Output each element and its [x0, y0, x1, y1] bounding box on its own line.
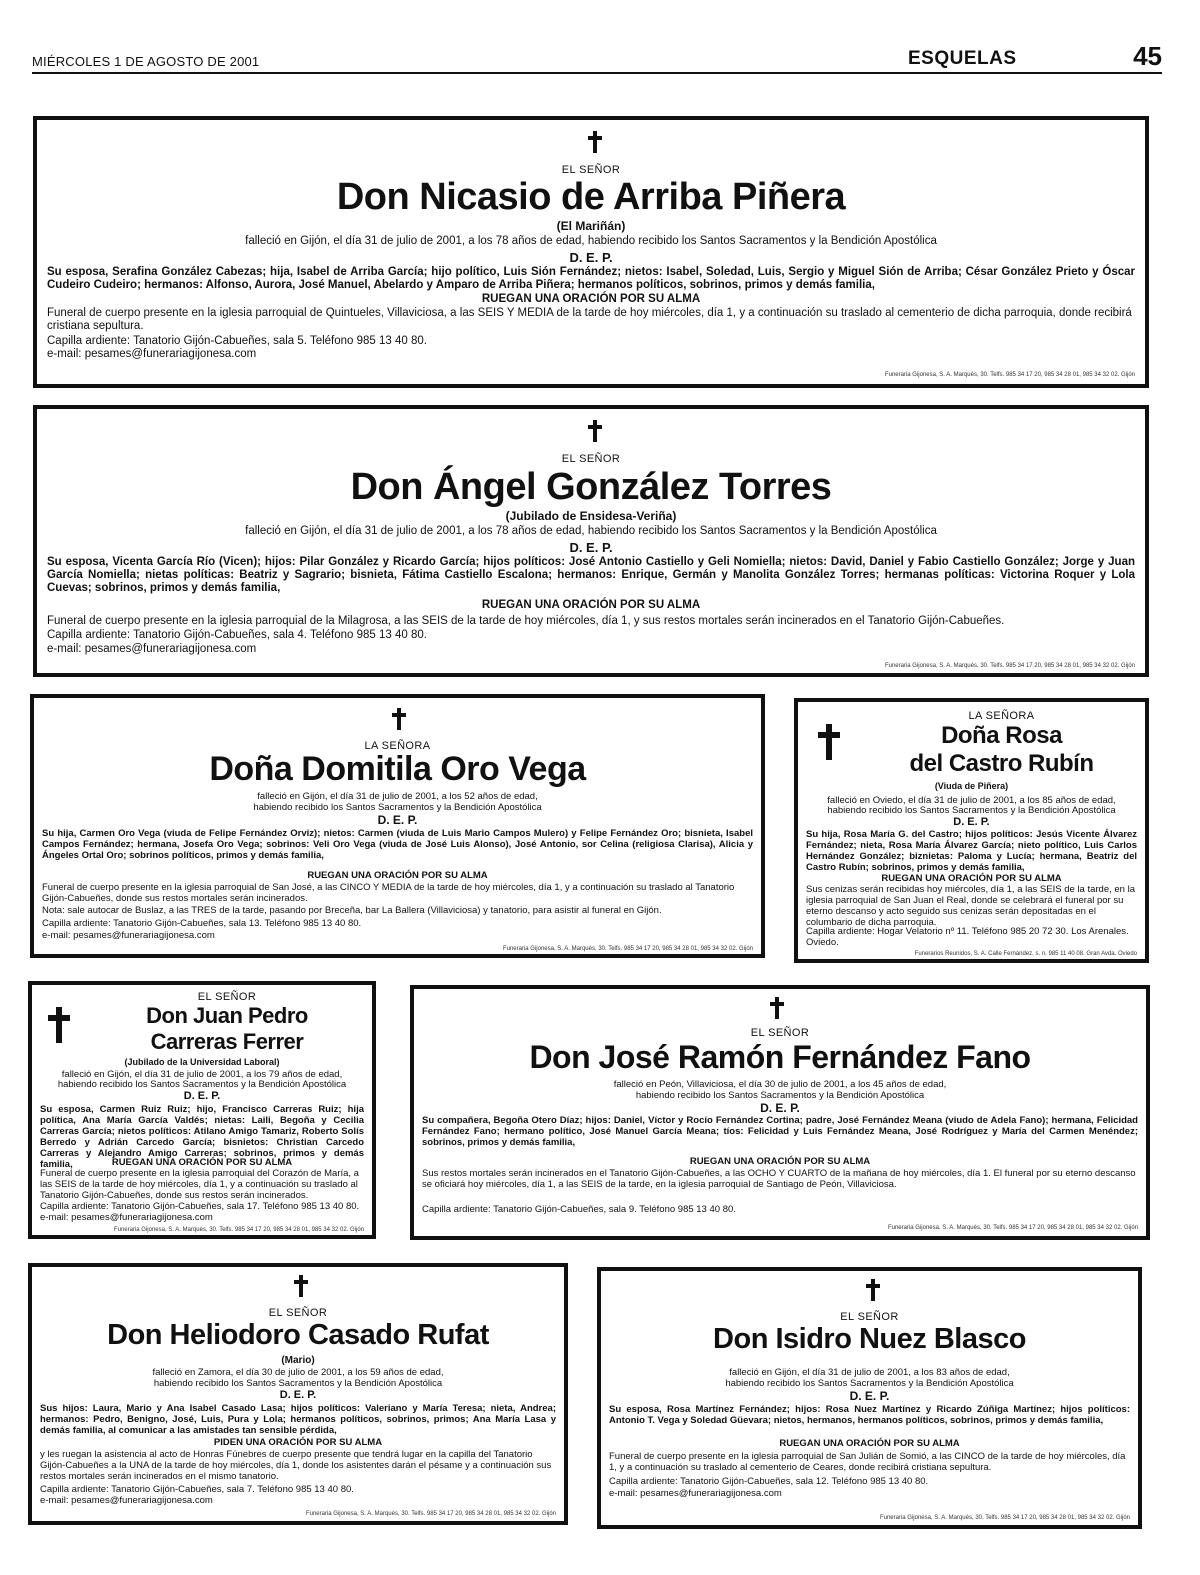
dep-text: D. E. P.	[569, 250, 613, 265]
death-line: falleció en Gijón, el día 31 de julio de 2001, a los 78 años de edad, habiendo recibido los Santos Sacramentos y la Bendición Apostólica	[245, 525, 937, 537]
death-line: falleció en Peón, Villaviciosa, el día 30 de julio de 2001, a los 45 años de edad,	[613, 1079, 947, 1090]
obituary-isidro	[597, 1267, 1142, 1529]
obituary-jose-ramon	[410, 985, 1150, 1240]
title-label: EL SEÑOR	[840, 1311, 899, 1323]
obituary-nicasio	[33, 116, 1149, 388]
deceased-name: Doña Rosa	[941, 722, 1062, 749]
death-line: falleció en Oviedo, el día 31 de julio de 2001, a los 85 años de edad,	[827, 795, 1116, 806]
note-text: Nota: sale autocar de Buslaz, a las TRES de la tarde, pasando por Breceña, bar La Ballera (Villaviciosa) y tanatorio, para asistir al funeral en Gijón.	[42, 905, 662, 916]
death-line: falleció en Gijón, el día 31 de julio de 2001, a los 83 años de edad,	[729, 1367, 1010, 1378]
cross-icon	[588, 420, 602, 442]
email-text: e-mail: pesames@funerariagijonesa.com	[47, 348, 257, 360]
header-page-number: 45	[1133, 41, 1162, 71]
relatives-text: Sus hijos: Laura, Mario y Ana Isabel Casado Lasa; hijos políticos: Valeriano y María Teresa; nieta, Andrea; hermanos: Pedro, Benigno, José, Luis, Pura y Lola; hermanos políticos, sobrinos, primos; Ana María Lasa y demás familia, al comunicar a las amistades tan sensible pérdida,	[40, 1403, 556, 1436]
footer-text: Funerarios Reunidos, S. A. Calle Fernández, s. n. 985 11 40 08. Gran Avda. Oviedo	[914, 951, 1137, 957]
deceased-name: Don Ángel González Torres	[350, 466, 832, 508]
email-text: e-mail: pesames@funerariagijonesa.com	[47, 643, 257, 655]
email-text: e-mail: pesames@funerariagijonesa.com	[40, 1212, 213, 1223]
funeral-text: Funeral de cuerpo presente en la iglesia parroquial de Quintueles, Villaviciosa, a las SEIS Y MEDIA de la tarde de hoy miércoles, día 1, y a continuación su traslado al cementerio de dicha parroquia, donde recibirá cristiana sepultura.	[47, 307, 1132, 332]
nickname: (Viuda de Piñera)	[934, 781, 1009, 791]
funeral-text: Funeral de cuerpo presente en la iglesia parroquial del Corazón de María, a las SEIS de la tarde de hoy miércoles, día 1, y a continuación su traslado al Tanatorio Gijón-Cabueñes, donde sus restos serán incinerados.	[40, 1168, 359, 1201]
death-line: falleció en Gijón, el día 31 de julio de 2001, a los 79 años de edad,	[61, 1069, 343, 1080]
deceased-name: Don Isidro Nuez Blasco	[713, 1323, 1026, 1355]
relatives-text: Su esposa, Serafina González Cabezas; hija, Isabel de Arriba García; hijo político, Luis Sión Fernández; nietos: Isabel, Soledad, Luis, Sergio y Miguel Sión de Arriba; César González Prieto y Óscar Cudeiro Cudeiro; hermanos: Alfonso, Aurora, José Manuel, Abelardo y Amparo de Arriba Piñera; hermanos políticos, sobrinos, primos y demás familia,	[47, 266, 1135, 291]
funeral-text: Sus cenizas serán recibidas hoy miércoles, día 1, a las SEIS de la tarde, en la iglesia parroquial de San Juan el Real, donde se celebrará el funeral por su eterno descanso y acto seguido sus cenizas serán depositadas en el columbario de dicha parroquia.	[806, 884, 1135, 928]
obituary-rosa	[794, 698, 1149, 963]
chapel-text: Capilla ardiente: Hogar Velatorio nº 11. Teléfono 985 20 72 30. Los Arenales. Oviedo.	[806, 926, 1129, 948]
cross-icon	[392, 708, 406, 730]
dep-text: D. E. P.	[377, 813, 418, 827]
footer-text: Funeraria Gijonesa, S. A. Marqués, 30. Telfs. 985 34 17 20, 985 34 28 01, 985 34 32 02. Gijón	[502, 946, 753, 952]
page-header	[32, 41, 1162, 74]
title-label: LA SEÑORA	[364, 740, 431, 752]
nickname: (El Mariñán)	[556, 219, 626, 233]
footer-text: Funeraria Gijonesa, S. A. Marqués, 30. Telfs. 985 34 17 20, 985 34 28 01, 985 34 32 02. Gijón	[887, 1225, 1138, 1231]
title-label: EL SEÑOR	[268, 1307, 328, 1319]
chapel-text: Capilla ardiente: Tanatorio Gijón-Cabueñes, sala 4. Teléfono 985 13 40 80.	[47, 629, 427, 641]
dep-text: D. E. P.	[569, 540, 613, 555]
footer-text: Funeraria Gijonesa, S. A. Marqués, 30. Telfs. 985 34 17 20, 985 34 28 01, 985 34 32 02. Gijón	[884, 663, 1135, 669]
cross-icon	[588, 131, 602, 153]
title-label: EL SEÑOR	[561, 164, 621, 176]
prayer-text: RUEGAN UNA ORACIÓN POR SU ALMA	[481, 293, 701, 305]
title-label: EL SEÑOR	[197, 991, 257, 1003]
cross-icon	[770, 997, 784, 1019]
funeral-text: Funeral de cuerpo presente en la iglesia parroquial de San Julián de Somió, a las CINCO de la tarde de hoy miércoles, día 1, y a continuación su traslado al cementerio de Ceares, donde recibirá cristiana sepultura.	[609, 1451, 1126, 1473]
deceased-name: Doña Domitila Oro Vega	[209, 750, 586, 788]
funeral-text: Funeral de cuerpo presente en la iglesia parroquial de San José, a las CINCO Y MEDIA de la tarde de hoy miércoles, día 1, y a continuación su traslado al Tanatorio Gijón-Cabueñes, donde sus restos mortales serán incinerados.	[42, 882, 735, 904]
obituary-heliodoro	[28, 1263, 568, 1525]
obituary-juan-pedro	[28, 981, 376, 1239]
dep-text: D. E. P.	[953, 816, 990, 828]
death-line: falleció en Zamora, el día 30 de julio de 2001, a los 59 años de edad,	[152, 1367, 444, 1378]
relatives-text: Su esposa, Rosa Martínez Fernández; hijos: Rosa Nuez Martínez y Ricardo Zúñiga Martínez; hijos políticos: Antonio T. Vega y Soledad Güevara; nietos, hermanos, hermanos políticos, sobrinos, primos y demás familia,	[609, 1404, 1130, 1426]
deceased-name: del Castro Rubín	[909, 750, 1094, 777]
chapel-text: Capilla ardiente: Tanatorio Gijón-Cabueñes, sala 9. Teléfono 985 13 40 80.	[422, 1204, 736, 1215]
funeral-text: Sus restos mortales serán incinerados en el Tanatorio Gijón-Cabueñes, a las OCHO Y CUARTO de la mañana de hoy miércoles, día 1. El funeral por su eterno descanso se oficiará hoy miércoles, día 1, a las SEIS de la tarde, en la iglesia parroquial de Santiago de Peón, Villaviciosa.	[422, 1168, 1136, 1190]
chapel-text: Capilla ardiente: Tanatorio Gijón-Cabueñes, sala 12. Teléfono 985 13 40 80.	[609, 1476, 929, 1487]
footer-text: Funeraria Gijonesa, S. A. Marqués, 30. Telfs. 985 34 17 20, 985 34 28 01, 985 34 32 02. Gijón	[884, 372, 1135, 378]
death-line: habiendo recibido los Santos Sacramentos y la Bendición Apostólica	[725, 1378, 1014, 1389]
deceased-name: Carreras Ferrer	[150, 1029, 304, 1054]
title-label: LA SEÑORA	[968, 710, 1035, 722]
email-text: e-mail: pesames@funerariagijonesa.com	[42, 930, 215, 941]
relatives-text: Su hija, Carmen Oro Vega (viuda de Felipe Fernández Orviz); nietos: Carmen (viuda de Luis Mario Campos Mulero) y Felipe Fernández Oro; bisnieta, Isabel Campos Fernández; hermana, Josefa Oro Vega; sobrinos: Veli Oro Vega (viuda de José Luis Alonso), José Antonio, sor Celina (religiosa Clarisa), Alicia y Ángeles Ortal Oro; sobrinos políticos, primos y demás familia,	[42, 828, 753, 861]
obituary-domitila	[30, 694, 765, 958]
death-line: habiendo recibido los Santos Sacramentos y la Bendición Apostólica	[827, 805, 1116, 816]
chapel-text: Capilla ardiente: Tanatorio Gijón-Cabueñes, sala 17. Teléfono 985 13 40 80.	[40, 1201, 360, 1212]
dep-text: D. E. P.	[183, 1090, 221, 1102]
cross-icon	[818, 724, 840, 760]
dep-text: D. E. P.	[279, 1389, 317, 1401]
dep-text: D. E. P.	[849, 1389, 890, 1403]
dep-text: D. E. P.	[760, 1101, 800, 1115]
deceased-name: Don Heliodoro Casado Rufat	[107, 1319, 489, 1351]
prayer-text: RUEGAN UNA ORACIÓN POR SU ALMA	[481, 599, 701, 611]
footer-text: Funeraria Gijonesa, S. A. Marqués, 30. Telfs. 985 34 17 20, 985 34 28 01, 985 34 32 02. Gijón	[113, 1227, 364, 1233]
prayer-text: RUEGAN UNA ORACIÓN POR SU ALMA	[779, 1438, 960, 1449]
relatives-text: Su esposa, Vicenta García Río (Vicen); hijos: Pilar González y Ricardo García; hijos políticos: José Antonio Castiello y Geli Nomiella; nietos: David, Daniel y Fabio Castiello González; Jorge y Juan García Nomiella; nietas políticas: Beatriz y Sagrario; bisnieta, Fátima Castiello Escalona; hermanos: Enrique, Germán y Manolita González Torres; hermanas políticas: Victorina Roquer y Lola Cuevas; sobrinos, primos y demás familia,	[47, 556, 1135, 594]
cross-icon	[294, 1275, 308, 1297]
funeral-text: Funeral de cuerpo presente en la iglesia parroquial de la Milagrosa, a las SEIS de la tarde de hoy miércoles, día 1, y sus restos mortales serán incinerados en el Tanatorio Gijón-Cabueñes.	[47, 615, 1005, 627]
funeral-text: y les ruegan la asistencia al acto de Honras Fúnebres de cuerpo presente que tendrá lugar en la capilla del Tanatorio Gijón-Cabueñes a la UNA de la tarde de hoy miércoles, día 1, donde los asistentes darán el pésame y a continuación sus restos mortales serán incinerados en el mismo tanatorio.	[40, 1449, 552, 1482]
death-line: habiendo recibido los Santos Sacramentos y la Bendición Apostólica	[153, 1378, 443, 1389]
cross-icon	[866, 1279, 880, 1301]
cross-icon	[48, 1007, 70, 1043]
title-label: EL SEÑOR	[750, 1027, 810, 1039]
death-line: habiendo recibido los Santos Sacramentos y la Bendición Apostólica	[57, 1079, 347, 1090]
deceased-name: Don José Ramón Fernández Fano	[529, 1039, 1031, 1075]
prayer-text: RUEGAN UNA ORACIÓN POR SU ALMA	[111, 1157, 293, 1168]
death-line: habiendo recibido los Santos Sacramentos y la Bendición Apostólica	[253, 802, 542, 813]
header-section: ESQUELAS	[908, 48, 1017, 69]
title-label: EL SEÑOR	[561, 453, 621, 465]
prayer-text: RUEGAN UNA ORACIÓN POR SU ALMA	[881, 873, 1062, 884]
relatives-text: Su esposa, Carmen Ruiz Ruiz; hijo, Francisco Carreras Ruiz; hija política, Ana María García Valdés; nietas: Laili, Begoña y Cecilia Carreras García; nietos políticos: Atilano Amigo Tamariz, Roberto Solís Berredo y Adrián Carcedo García; bisnietos: Christian Carcedo Carreras y Alejandro Amigo Carreras; sobrinos, primos y demás familia,	[40, 1104, 364, 1170]
footer-text: Funeraria Gijonesa, S. A. Marqués, 30. Telfs. 985 34 17 20, 985 34 28 01, 985 34 32 02. Gijón	[879, 1515, 1130, 1521]
nickname: (Jubilado de Ensidesa-Veriña)	[505, 509, 677, 523]
nickname: (Mario)	[281, 1355, 315, 1366]
prayer-text: RUEGAN UNA ORACIÓN POR SU ALMA	[689, 1156, 871, 1167]
nickname: (Jubilado de la Universidad Laboral)	[124, 1057, 280, 1067]
death-line: habiendo recibido los Santos Sacramentos y la Bendición Apostólica	[635, 1090, 925, 1101]
prayer-text: PIDEN UNA ORACIÓN POR SU ALMA	[213, 1437, 383, 1448]
obituary-angel	[33, 405, 1149, 677]
header-date: MIÉRCOLES 1 DE AGOSTO DE 2001	[32, 54, 260, 69]
relatives-text: Su compañera, Begoña Otero Díaz; hijos: Daniel, Víctor y Rocío Fernández Cortina; padre, José Fernández Meana (viudo de Adela Fano); hermana, Felicidad Fernández Fano; hermano político, José Manuel García Meana; tíos: Felicidad y Luis Fernández Meana, José Rodríguez y María del Carmen Menéndez; sobrinos, primos y demás familia,	[422, 1115, 1138, 1148]
deceased-name: Don Nicasio de Arriba Piñera	[336, 176, 846, 218]
email-text: e-mail: pesames@funerariagijonesa.com	[40, 1495, 213, 1506]
chapel-text: Capilla ardiente: Tanatorio Gijón-Cabueñes, sala 7. Teléfono 985 13 40 80.	[40, 1484, 354, 1495]
relatives-text: Su hija, Rosa María G. del Castro; hijos políticos: Jesús Vicente Álvarez Fernández; nieta, Rosa María Álvarez García; nieto político, Luis Carlos Hernández González; biznietas: Paloma y Lucía; hermana, Beatriz del Castro Rubín; sobrinos, primos y demás familia,	[806, 829, 1137, 873]
prayer-text: RUEGAN UNA ORACIÓN POR SU ALMA	[307, 870, 488, 881]
deceased-name: Don Juan Pedro	[146, 1003, 308, 1028]
chapel-text: Capilla ardiente: Tanatorio Gijón-Cabueñes, sala 5. Teléfono 985 13 40 80.	[47, 335, 427, 347]
footer-text: Funeraria Gijonesa, S. A. Marqués, 30. Telfs. 985 34 17 20, 985 34 28 01, 985 34 32 02. Gijón	[305, 1511, 556, 1517]
chapel-text: Capilla ardiente: Tanatorio Gijón-Cabueñes, sala 13. Teléfono 985 13 40 80.	[42, 918, 362, 929]
email-text: e-mail: pesames@funerariagijonesa.com	[609, 1488, 782, 1499]
death-line: falleció en Gijón, el día 31 de julio de 2001, a los 52 años de edad,	[257, 791, 538, 802]
death-line: falleció en Gijón, el día 31 de julio de 2001, a los 78 años de edad, habiendo recibido los Santos Sacramentos y la Bendición Apostólica	[245, 235, 937, 247]
